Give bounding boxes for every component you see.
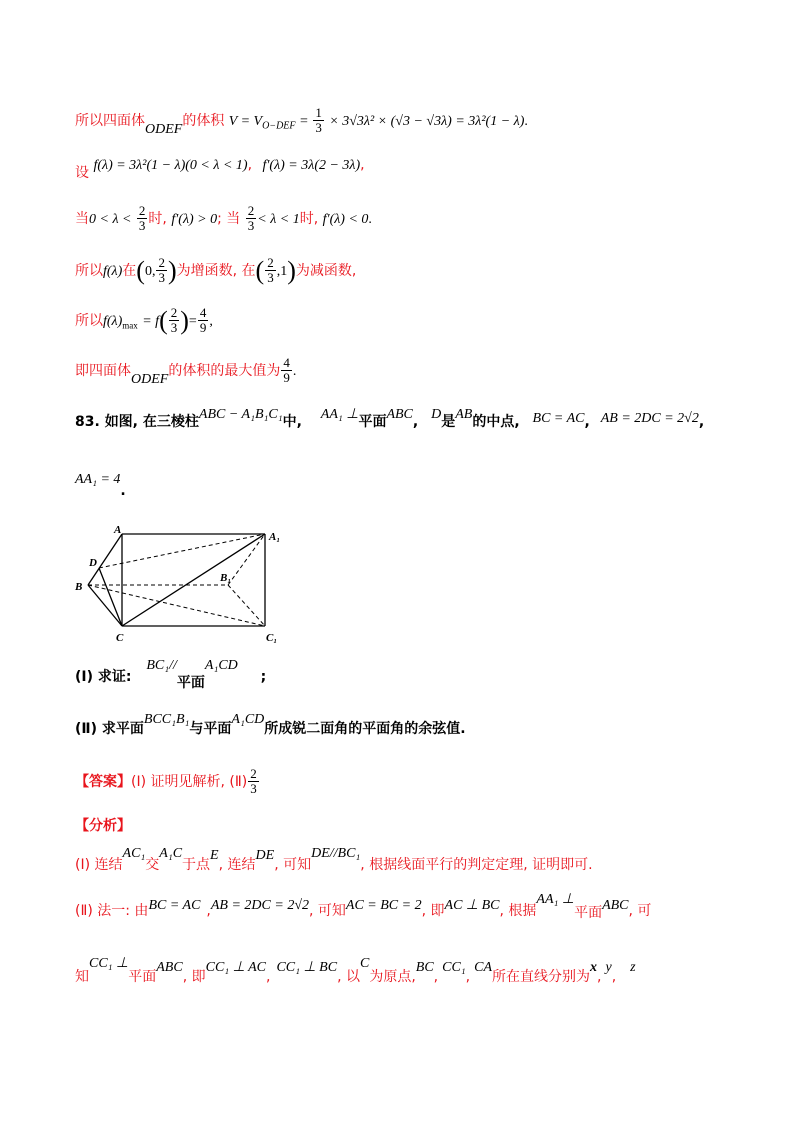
text: 所以 (75, 262, 103, 279)
label-B1: B₁ (220, 572, 232, 584)
math: A₁CD (231, 712, 265, 727)
denominator: 9 (283, 370, 290, 386)
denominator: 3 (158, 270, 165, 286)
math: . (368, 211, 372, 227)
question-number: 83. (75, 414, 100, 430)
math: AB (455, 407, 473, 422)
text: (Ⅱ) 法一: 由 (75, 903, 149, 919)
math: CA (474, 960, 493, 975)
part-1 (75, 658, 267, 691)
math: CC₁ ⊥ BC (276, 960, 338, 975)
text: 为减函数, (295, 262, 357, 279)
math: DE//BC₁ (311, 846, 361, 861)
text: , (465, 969, 471, 985)
text: 交 (145, 857, 160, 873)
text: ; 当 (217, 210, 241, 227)
part-2 (75, 712, 466, 737)
prism-figure (70, 522, 300, 647)
question-83 (75, 407, 705, 430)
text: 是 (441, 414, 456, 430)
text: , (611, 969, 617, 985)
numerator: 2 (138, 203, 146, 218)
math-sub: max (122, 320, 138, 331)
math: . (524, 113, 528, 129)
math: A₁CD (204, 658, 238, 673)
volume-line (75, 106, 528, 136)
denominator: 3 (267, 270, 274, 286)
text: 平面 (358, 414, 387, 430)
denominator: 3 (250, 781, 257, 797)
paren: ( (159, 305, 168, 335)
numerator: 2 (247, 203, 255, 218)
answer-line (75, 767, 260, 797)
math: ABC (602, 898, 629, 913)
denominator: 3 (315, 120, 322, 136)
solution-part-1 (75, 846, 593, 873)
math: f′(λ) > 0 (171, 211, 218, 227)
solution-part-3 (75, 956, 636, 985)
numerator: 4 (283, 355, 290, 370)
text: 所成锐二面角的平面角的余弦值. (264, 721, 466, 737)
text: 设 (75, 165, 89, 181)
math: 0 < λ < (89, 211, 132, 227)
paren: ) (180, 305, 189, 335)
text: 所以四面体 (75, 112, 145, 129)
text: 即四面体 (75, 362, 131, 379)
label-D: D (89, 557, 97, 569)
text: (Ⅰ) 连结 (75, 857, 123, 873)
text: , 可 (628, 903, 652, 919)
denominator: 3 (138, 218, 146, 234)
paren: ) (167, 255, 177, 285)
analysis-header (75, 818, 131, 833)
text: ; (260, 669, 267, 685)
numerator: 1 (315, 105, 322, 120)
fraction (265, 256, 276, 286)
fraction (169, 306, 180, 336)
text: , 以 (337, 969, 360, 985)
math: ,1 (276, 263, 288, 279)
text: , (584, 414, 590, 430)
math: z (630, 960, 636, 975)
text: , (597, 969, 602, 985)
math: × 3√3λ² × (√3 − √3λ) = 3λ²(1 − λ) (329, 113, 525, 129)
text: , (698, 414, 705, 430)
math: ABC − A₁B₁C₁ (198, 407, 283, 422)
numerator: 2 (267, 255, 274, 270)
text: 当 (75, 210, 89, 227)
max-line (75, 306, 213, 336)
text: , (412, 414, 419, 430)
text: , (247, 157, 253, 173)
math: AB = 2DC = 2√2 (210, 898, 310, 913)
text: , (433, 969, 439, 985)
text: (Ⅰ) 求证: (75, 669, 132, 685)
math-sub: O−DEF (262, 120, 296, 132)
text: 知 (75, 969, 89, 985)
math: DE (255, 848, 275, 863)
answer-text: (Ⅰ) 证明见解析, (Ⅱ) (131, 773, 248, 790)
numerator: 2 (250, 766, 257, 781)
math: ABC (156, 960, 183, 975)
math: BCC₁B₁ (143, 712, 190, 727)
fraction (246, 204, 257, 234)
text: 平面 (574, 905, 603, 921)
text: , (265, 969, 271, 985)
text: 平面 (176, 675, 205, 691)
text: , 根据 (499, 903, 537, 919)
text: 所在直线分别为 (492, 969, 591, 985)
math: AC₁ (122, 846, 146, 861)
math: BC = AC (148, 898, 201, 913)
math: 0, (144, 263, 156, 279)
math: E (210, 848, 219, 863)
answer-tag: 【答案】 (75, 773, 131, 790)
text: 平面 (128, 969, 157, 985)
math: = (188, 313, 197, 329)
math: C (359, 956, 370, 971)
fraction (248, 767, 259, 797)
text: 在 (122, 262, 137, 279)
text: . (120, 483, 126, 499)
text: 时, (299, 210, 319, 227)
fraction (137, 204, 148, 234)
edge-C-A1 (122, 534, 265, 626)
fraction (313, 106, 324, 136)
label-A: A (114, 524, 122, 536)
math: . (292, 363, 297, 379)
math: f(λ) (103, 263, 123, 279)
fraction (198, 306, 209, 336)
math: D (431, 407, 442, 422)
text: 为原点, (369, 969, 416, 985)
fraction (281, 356, 292, 386)
math: CC₁ ⊥ (89, 956, 129, 971)
denominator: 9 (199, 320, 207, 336)
edge-B1-C1 (228, 585, 265, 626)
math: AA₁ = 4 (75, 472, 121, 487)
text: (Ⅱ) 求平面 (75, 721, 144, 737)
math: A₁C (159, 846, 183, 861)
label-C1: C₁ (266, 632, 278, 644)
numerator: 2 (170, 305, 178, 320)
text: 的中点, (472, 414, 520, 430)
text: , 连结 (218, 857, 256, 873)
math: ABC (386, 407, 413, 422)
text: 为增函数, 在 (176, 262, 256, 279)
text: 的体积的最大值为 (168, 362, 281, 379)
math: f(λ) = 3λ²(1 − λ)(0 < λ < 1) (93, 158, 248, 173)
solution-part-2 (75, 892, 652, 921)
paren: ( (136, 255, 145, 285)
paren: ) (287, 255, 296, 285)
math: CC₁ (442, 960, 466, 975)
text: , 即 (182, 969, 206, 985)
text: 如图, 在三棱柱 (104, 414, 199, 430)
math: = (299, 113, 308, 129)
question-83-cont (75, 472, 126, 499)
math: AB = 2DC = 2√2 (600, 411, 699, 426)
denominator: 3 (247, 218, 255, 234)
math: f′(λ) = 3λ(2 − 3λ) (262, 158, 361, 173)
text: , 即 (421, 903, 445, 919)
analysis-tag: 【分析】 (75, 818, 131, 834)
fraction (156, 256, 167, 286)
interval-line (75, 256, 356, 286)
paren: ( (255, 255, 265, 285)
math: V = V (228, 113, 263, 129)
conclusion-line (75, 356, 296, 386)
math: BC₁// (146, 658, 177, 673)
math: f′(λ) < 0 (322, 211, 369, 227)
math: x (590, 960, 598, 975)
text: 时, (148, 210, 167, 227)
text: 中, (282, 414, 302, 430)
monotonic-line (75, 204, 372, 234)
math: < λ < 1 (257, 211, 300, 227)
math-sub: ODEF (131, 371, 169, 387)
text: , (206, 903, 211, 919)
math: f(λ) (103, 313, 123, 329)
math: , (209, 313, 213, 329)
math: BC (415, 960, 434, 975)
text: 所以 (75, 312, 103, 329)
math: BC = AC (532, 411, 585, 426)
math: y (605, 960, 612, 975)
text: , 根据线面平行的判定定理, 证明即可. (360, 857, 593, 873)
text: 的体积 (182, 112, 225, 129)
edge-B1-A1 (228, 534, 265, 585)
math: AA₁ ⊥ (320, 407, 359, 422)
edge-D-C (99, 568, 122, 626)
math: CC₁ ⊥ AC (205, 960, 266, 975)
edge-B-C (88, 585, 122, 626)
text: , 可知 (274, 857, 312, 873)
text: 与平面 (189, 721, 232, 737)
numerator: 4 (199, 305, 207, 320)
math: AC ⊥ BC (444, 898, 500, 913)
text: , 可知 (309, 903, 346, 919)
label-B: B (75, 581, 83, 593)
math: AC = BC = 2 (345, 898, 422, 913)
define-line (75, 157, 365, 181)
label-A1: A₁ (269, 531, 281, 543)
math-sub: ODEF (145, 121, 183, 137)
numerator: 2 (158, 255, 165, 270)
text: , (360, 157, 365, 173)
math: = f (142, 313, 160, 329)
denominator: 3 (170, 320, 178, 336)
label-C: C (116, 632, 124, 644)
math: AA₁ ⊥ (536, 892, 575, 907)
edge-D-A1 (99, 534, 265, 568)
text: 于点 (182, 857, 211, 873)
